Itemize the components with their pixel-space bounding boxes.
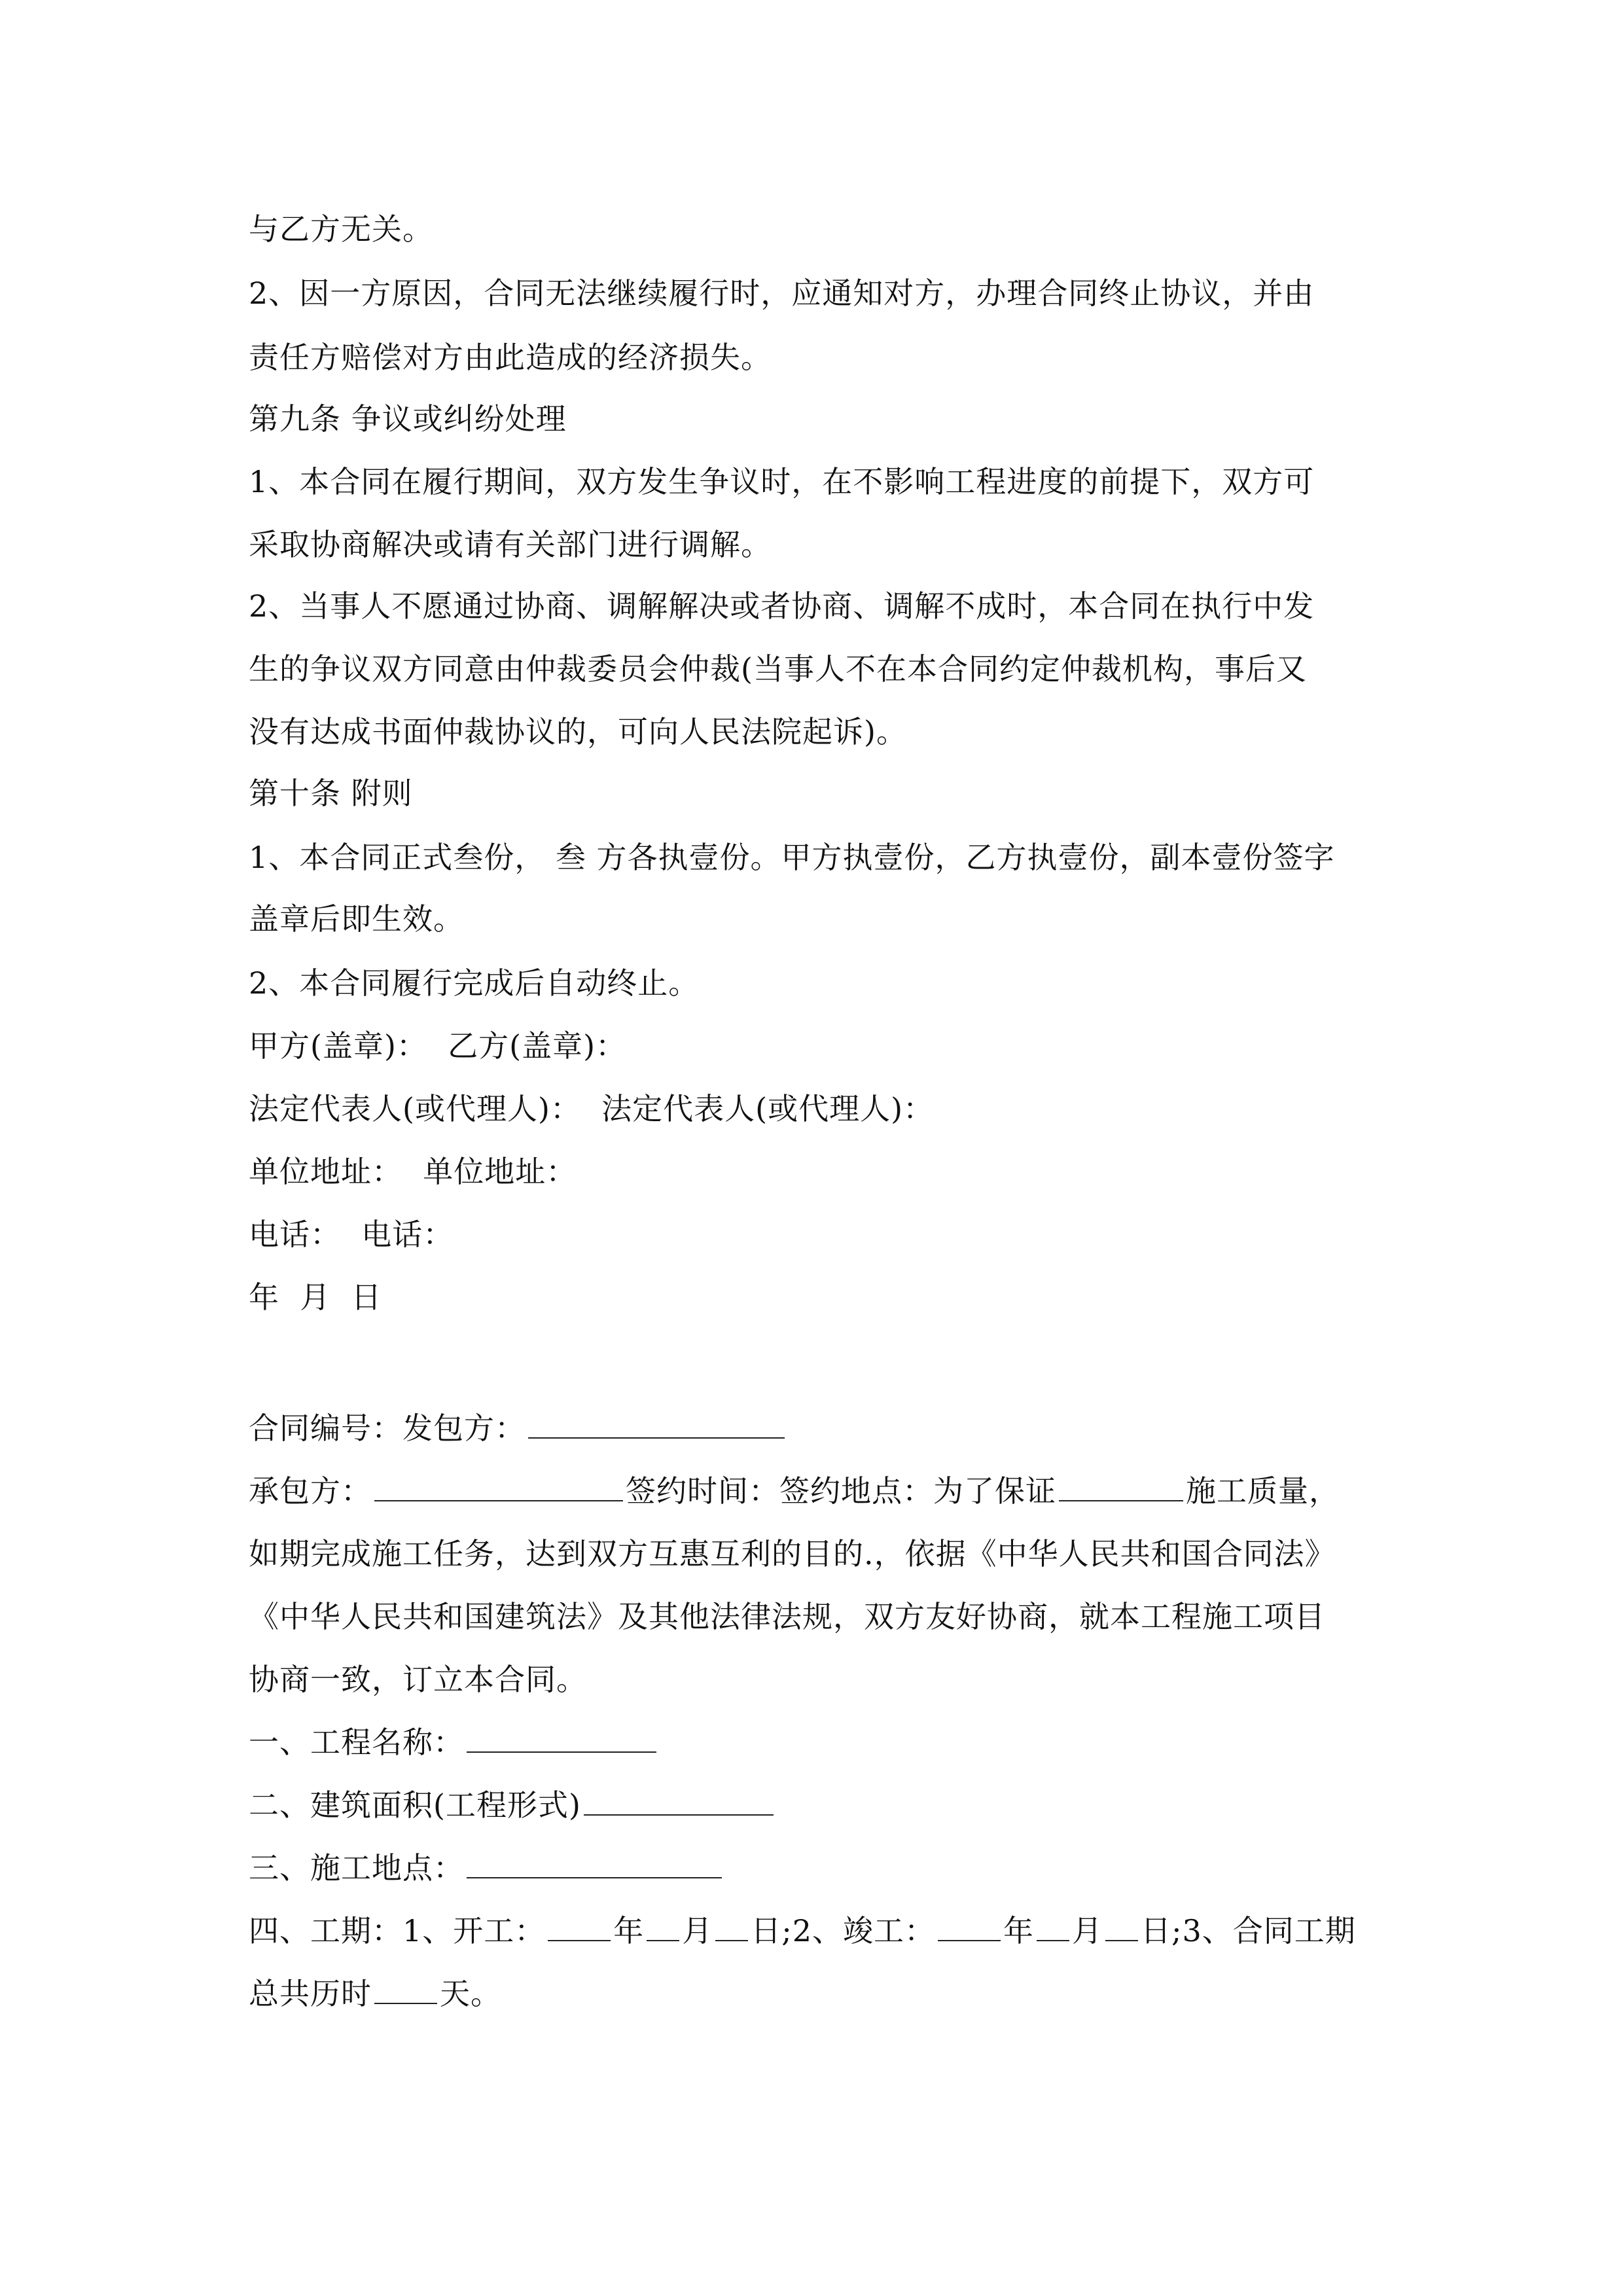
end-year-blank xyxy=(938,1914,1001,1941)
site-location-label: 三、施工地点： xyxy=(249,1850,464,1886)
contract-number-label: 合同编号：发包方： xyxy=(249,1410,526,1446)
party-b-rep-label: 法定代表人(或代理人)： xyxy=(601,1091,935,1126)
text-line: 2、当事人不愿通过协商、调解解决或者协商、调解不成时，本合同在执行中发 xyxy=(249,588,1315,624)
party-b-seal-label: 乙方(盖章)： xyxy=(448,1028,627,1064)
party-a-phone-label: 电话： xyxy=(249,1217,341,1252)
end-day-blank xyxy=(1105,1914,1138,1941)
signature-phone-line xyxy=(249,1216,454,1253)
start-year-blank xyxy=(548,1914,611,1941)
project-name-line xyxy=(249,1724,659,1761)
days-label: 天。 xyxy=(440,1976,501,2011)
party-b-address-label: 单位地址： xyxy=(423,1154,577,1189)
text-line: 《中华人民共和国建筑法》及其他法律法规，双方友好协商，就本工程施工项目 xyxy=(249,1599,1325,1634)
text-line: 与乙方无关。 xyxy=(249,211,433,247)
text-line: 1、本合同在履行期间，双方发生争议时，在不影响工程进度的前提下，双方可 xyxy=(249,464,1315,499)
schedule-label: 四、工期：1、开工： xyxy=(249,1913,546,1948)
contractor-line xyxy=(249,1473,1340,1509)
signature-date: 年 月 日 xyxy=(249,1280,382,1315)
article-10-title: 第十条 附则 xyxy=(249,776,413,811)
project-name-label: 一、工程名称： xyxy=(249,1725,464,1760)
year-label: 年 xyxy=(1003,1913,1035,1948)
text-line: 没有达成书面仲裁协议的，可向人民法院起诉)。 xyxy=(249,714,907,749)
text-line: 1、本合同正式叁份， 叁 方各执壹份。甲方执壹份，乙方执壹份，副本壹份签字 xyxy=(249,840,1335,875)
party-b-phone-label: 电话： xyxy=(361,1217,454,1252)
signature-party-line xyxy=(249,1028,626,1064)
month-label: 月 xyxy=(1072,1913,1103,1948)
contractor-label: 承包方： xyxy=(249,1473,372,1509)
start-month-blank xyxy=(647,1914,679,1941)
year-label: 年 xyxy=(613,1913,645,1948)
completion-label: 日;2、竣工： xyxy=(751,1913,936,1948)
text-line: 责任方赔偿对方由此造成的经济损失。 xyxy=(249,340,772,375)
employer-blank xyxy=(528,1411,785,1439)
month-label: 月 xyxy=(682,1913,713,1948)
contract-number-line xyxy=(249,1410,787,1446)
project-name-blank xyxy=(467,1725,656,1753)
total-duration-line xyxy=(249,1975,501,2012)
text-line: 2、因一方原因，合同无法继续履行时，应通知对方，办理合同终止协议，并由 xyxy=(249,276,1315,311)
contractor-blank xyxy=(374,1474,623,1501)
signature-rep-line xyxy=(249,1090,934,1127)
text-line: 盖章后即生效。 xyxy=(249,901,464,937)
schedule-line xyxy=(249,1912,1356,1949)
party-a-seal-label: 甲方(盖章)： xyxy=(249,1028,427,1064)
text-line: 生的争议双方同意由仲裁委员会仲裁(当事人不在本合同约定仲裁机构，事后又 xyxy=(249,651,1307,687)
total-duration-label: 总共历时 xyxy=(249,1976,372,2011)
party-a-rep-label: 法定代表人(或代理人)： xyxy=(249,1091,581,1126)
start-day-blank xyxy=(715,1914,748,1941)
total-days-blank xyxy=(374,1977,437,2004)
text-line: 协商一致，订立本合同。 xyxy=(249,1662,587,1697)
building-area-label: 二、建筑面积(工程形式) xyxy=(249,1787,581,1823)
site-location-blank xyxy=(467,1851,722,1878)
sign-time-label: 签约时间：签约地点：为了保证 xyxy=(626,1473,1056,1509)
text-line: 如期完成施工任务，达到双方互惠互利的目的.，依据《中华人民共和国合同法》 xyxy=(249,1536,1336,1571)
end-month-blank xyxy=(1037,1914,1069,1941)
site-location-line xyxy=(249,1850,724,1886)
building-area-blank xyxy=(584,1788,774,1816)
article-9-title: 第九条 争议或纠纷处理 xyxy=(249,401,567,437)
quality-label: 施工质量， xyxy=(1186,1473,1340,1509)
quality-blank xyxy=(1059,1474,1183,1501)
text-line: 2、本合同履行完成后自动终止。 xyxy=(249,965,700,1001)
text-line: 采取协商解决或请有关部门进行调解。 xyxy=(249,527,772,562)
contract-period-label: 日;3、合同工期 xyxy=(1141,1913,1356,1948)
building-area-line xyxy=(249,1787,776,1823)
signature-address-line xyxy=(249,1153,577,1190)
party-a-address-label: 单位地址： xyxy=(249,1154,402,1189)
